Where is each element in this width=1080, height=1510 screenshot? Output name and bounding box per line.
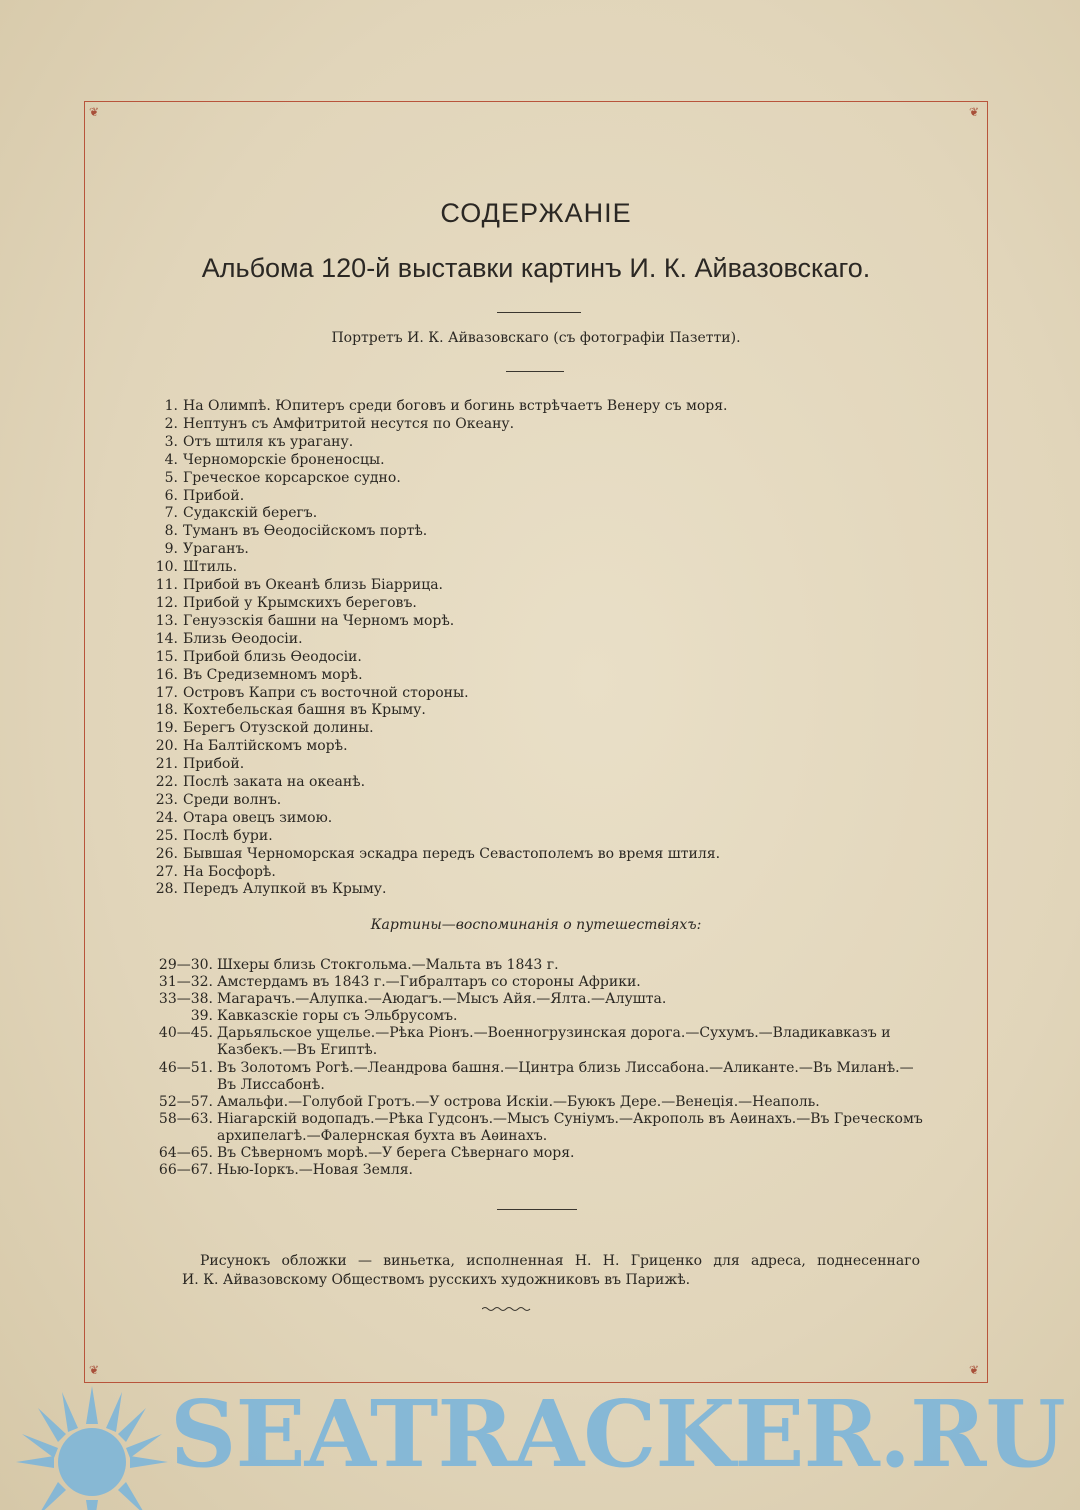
painting-entry [150, 649, 830, 667]
series-number: 46—51. [158, 1059, 213, 1076]
painting-number: 27. [155, 863, 178, 880]
painting-number: 3. [164, 433, 178, 450]
painting-entry [150, 810, 830, 828]
corner-ornament-icon: ❦ [968, 105, 980, 119]
painting-entry [150, 398, 830, 416]
painting-title: Передъ Алупкой въ Крыму. [183, 881, 387, 898]
painting-title: Среди волнъ. [183, 791, 282, 808]
painting-title: Греческое корсарское судно. [183, 469, 401, 486]
painting-number: 16. [155, 666, 178, 683]
painting-title: Судакскiй берегъ. [183, 505, 318, 522]
corner-ornament-icon: ❦ [88, 1363, 100, 1377]
painting-entry [150, 738, 830, 756]
divider [506, 371, 564, 372]
painting-number: 15. [155, 648, 178, 665]
series-entry [150, 1111, 930, 1145]
divider [497, 1209, 577, 1210]
painting-title: Послѣ бури. [183, 827, 273, 844]
watermark-text: SEATRACKER.RU [170, 1380, 1065, 1488]
painting-entry [150, 577, 830, 595]
painting-number: 26. [155, 845, 178, 862]
painting-title: Кохтебельская башня въ Крыму. [183, 702, 426, 719]
painting-number: 14. [155, 630, 178, 647]
painting-title: Островъ Капри съ восточной стороны. [183, 684, 469, 701]
painting-entry [150, 828, 830, 846]
painting-entry [150, 702, 830, 720]
painting-entry [150, 667, 830, 685]
painting-entry [150, 631, 830, 649]
cover-note [182, 1252, 920, 1290]
corner-ornament-icon: ❦ [968, 1363, 980, 1377]
series-entry [150, 1025, 930, 1059]
painting-number: 19. [155, 720, 178, 737]
series-entry [150, 1008, 930, 1025]
painting-title: Отъ штиля къ урагану. [183, 433, 354, 450]
album-subtitle: Альбома 120-й выставки картинъ И. К. Айвазовскаго. [201, 253, 871, 283]
painting-entry [150, 434, 830, 452]
series-number: 52—57. [158, 1093, 213, 1110]
cover-note-line-2: И. К. Айвазовскому Обществомъ русскихъ художниковъ въ Парижѣ. [182, 1272, 691, 1288]
sun-logo-icon [6, 1378, 178, 1510]
painting-title: Бывшая Черноморская эскадра передъ Севастополемъ во время штиля. [183, 845, 721, 862]
painting-number: 20. [155, 738, 178, 755]
painting-title: Отара овецъ зимою. [183, 809, 333, 826]
series-number: 66—67. [158, 1162, 213, 1179]
painting-entry [150, 792, 830, 810]
painting-entry [150, 541, 830, 559]
painting-number: 8. [164, 523, 178, 540]
painting-number: 13. [155, 612, 178, 629]
painting-entry [150, 685, 830, 703]
painting-number: 6. [164, 487, 178, 504]
painting-number: 22. [155, 774, 178, 791]
series-entry [150, 1145, 930, 1162]
painting-title: Берегъ Отузской долины. [183, 720, 374, 737]
painting-title: Послѣ заката на океанѣ. [183, 774, 366, 791]
series-number: 40—45. [158, 1025, 213, 1042]
painting-title: Штиль. [183, 559, 238, 576]
painting-number: 21. [155, 756, 178, 773]
painting-entry [150, 416, 830, 434]
painting-number: 12. [155, 594, 178, 611]
travel-section-heading: Картины—воспоминанiя о путешествiяхъ: [370, 917, 702, 933]
painting-number: 18. [155, 702, 178, 719]
painting-entry [150, 559, 830, 577]
painting-number: 9. [164, 541, 178, 558]
painting-entry [150, 595, 830, 613]
series-entry [150, 1162, 930, 1179]
series-entry [150, 974, 930, 991]
series-title: Амальфи.—Голубой Гротъ.—У острова Искiи.—Буюкъ Дере.—Венецiя.—Неаполь. [217, 1093, 820, 1110]
painting-title: На Балтiйскомъ морѣ. [183, 738, 348, 755]
painting-title: Генуэзскiя башни на Черномъ морѣ. [183, 612, 455, 629]
series-title: Въ Сѣверномъ морѣ.—У берега Сѣвернаго моря. [217, 1145, 575, 1162]
painting-number: 7. [164, 505, 178, 522]
paintings-list [150, 398, 830, 899]
series-entry [150, 991, 930, 1008]
series-title: Въ Золотомъ Рогѣ.—Леандрова башня.—Цинтра близь Лиссабона.—Аликанте.—Въ Миланѣ.—Въ Лиссабонѣ. [217, 1059, 914, 1093]
painting-entry [150, 881, 830, 899]
painting-entry [150, 774, 830, 792]
painting-entry [150, 846, 830, 864]
painting-number: 23. [155, 791, 178, 808]
painting-number: 5. [164, 469, 178, 486]
painting-number: 25. [155, 827, 178, 844]
divider [497, 312, 581, 313]
watermark-banner [0, 1378, 1080, 1510]
painting-title: Близь Ѳеодосiи. [183, 630, 303, 647]
ornament-squiggle-icon [482, 1306, 532, 1312]
series-number: 64—65. [158, 1145, 213, 1162]
painting-entry [150, 613, 830, 631]
portrait-entry: Портретъ И. К. Айвазовскаго (съ фотографiи Пазетти). [331, 330, 741, 346]
series-title: Амстердамъ въ 1843 г.—Гибралтаръ со стороны Африки. [217, 974, 641, 991]
series-number: 29—30. [158, 957, 213, 973]
painting-title: Прибой. [183, 487, 245, 504]
painting-number: 1. [164, 398, 178, 414]
painting-entry [150, 488, 830, 506]
series-title: Магарачъ.—Алупка.—Аюдагъ.—Мысъ Айя.—Ялта.—Алушта. [217, 991, 667, 1008]
painting-title: На Олимпѣ. Юпитеръ среди боговъ и богинь встрѣчаетъ Венеру съ моря. [183, 398, 728, 414]
painting-title: Нептунъ съ Амфитритой несутся по Океану. [183, 415, 515, 432]
travel-series-list [150, 957, 930, 1179]
painting-number: 11. [155, 577, 178, 594]
painting-title: Прибой въ Океанѣ близь Бiаррица. [183, 577, 443, 594]
painting-number: 28. [155, 881, 178, 898]
page-title: СОДЕРЖАНIЕ [440, 198, 632, 228]
series-number: 33—38. [158, 991, 213, 1008]
painting-number: 4. [164, 451, 178, 468]
series-entry [150, 957, 930, 974]
series-title: Нiагарскiй водопадъ.—Рѣка Гудсонъ.—Мысъ Сунiумъ.—Акрополь въ Аѳинахъ.—Въ Греческомъ архипелагѣ.—Фалернская бухта въ Аѳинахъ. [217, 1110, 923, 1144]
painting-entry [150, 452, 830, 470]
corner-ornament-icon: ❦ [88, 105, 100, 119]
series-title: Шхеры близь Стокгольма.—Мальта въ 1843 г. [217, 957, 559, 973]
painting-entry [150, 505, 830, 523]
series-number: 39. [190, 1008, 213, 1025]
painting-entry [150, 756, 830, 774]
series-number: 58—63. [158, 1110, 213, 1127]
painting-number: 17. [155, 684, 178, 701]
cover-note-line-1: Рисунокъ обложки — виньетка, исполненная Н. Н. Гриценко для адреса, поднесеннаго [200, 1253, 920, 1269]
painting-entry [150, 523, 830, 541]
painting-title: Прибой у Крымскихъ береговъ. [183, 594, 417, 611]
series-entry [150, 1060, 930, 1094]
painting-entry [150, 864, 830, 882]
series-entry [150, 1094, 930, 1111]
painting-title: На Босфорѣ. [183, 863, 276, 880]
painting-title: Въ Средиземномъ морѣ. [183, 666, 363, 683]
series-number: 31—32. [158, 974, 213, 991]
painting-number: 10. [155, 559, 178, 576]
painting-entry [150, 470, 830, 488]
painting-title: Ураганъ. [183, 541, 249, 558]
painting-number: 2. [164, 415, 178, 432]
series-title: Кавказскiе горы съ Эльбрусомъ. [217, 1008, 458, 1025]
painting-title: Черноморскiе броненосцы. [183, 451, 385, 468]
painting-title: Прибой. [183, 756, 245, 773]
painting-title: Туманъ въ Ѳеодосiйскомъ портѣ. [183, 523, 428, 540]
painting-entry [150, 720, 830, 738]
painting-number: 24. [155, 809, 178, 826]
series-title: Нью-Iоркъ.—Новая Земля. [217, 1162, 413, 1179]
painting-title: Прибой близь Ѳеодосiи. [183, 648, 362, 665]
series-title: Дарьяльское ущелье.—Рѣка Рiонъ.—Военногрузинская дорога.—Сухумъ.—Владикавказъ и Казбекъ.—Въ Египтѣ. [217, 1025, 891, 1059]
